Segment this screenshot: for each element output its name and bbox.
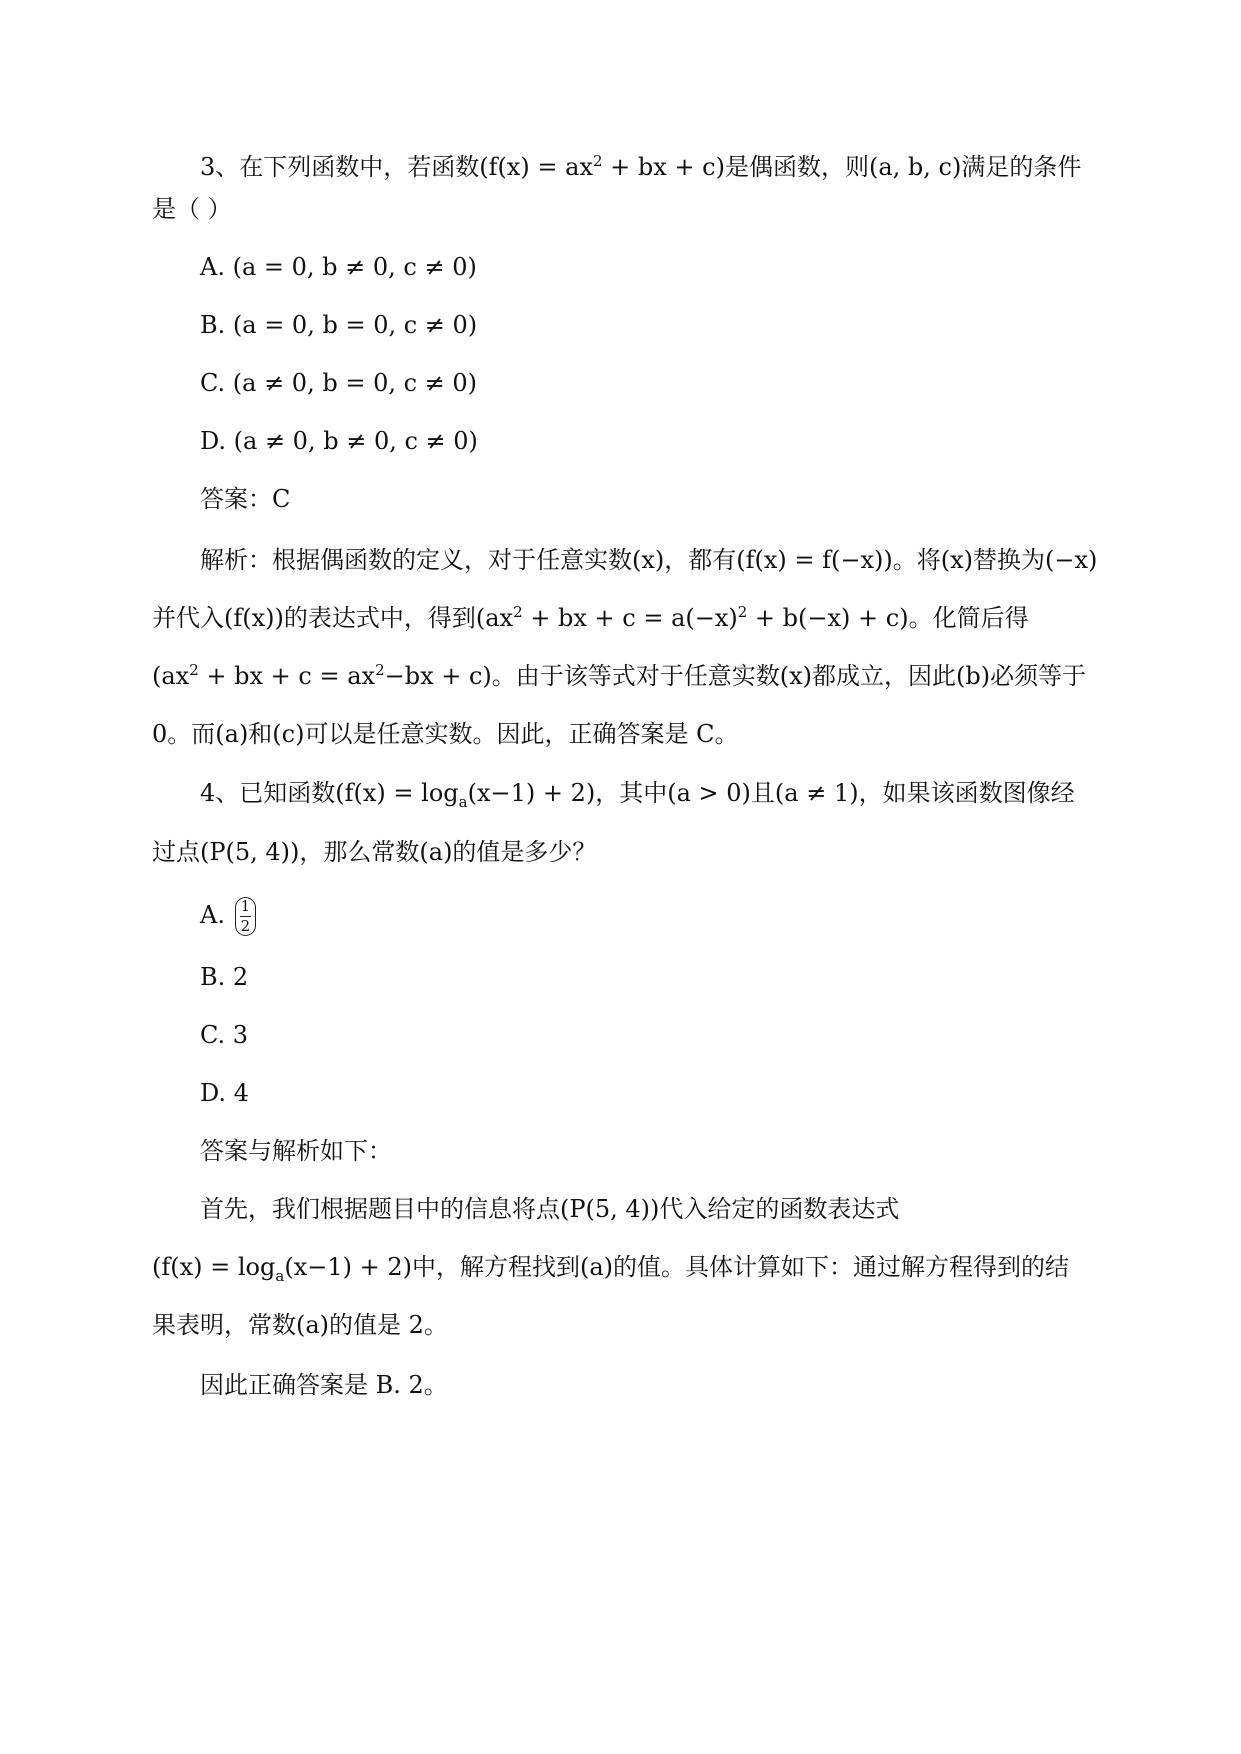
analysis-text: (x−1) + 2)中，解方程找到(a)的值。具体计算如下：通过解方程得到的结 [284, 1253, 1070, 1281]
analysis-text: (f(x) = log [152, 1253, 276, 1281]
superscript: 2 [189, 661, 199, 679]
q4-answer-heading: 答案与解析如下： [200, 1137, 392, 1165]
q4-stem-text: (x−1) + 2)，其中(a > 0)且(a ≠ 1)，如果该函数图像经 [467, 779, 1075, 807]
q3-stem-text: 3、在下列函数中，若函数(f(x) = ax [200, 153, 593, 181]
analysis-text: 并代入(f(x))的表达式中，得到(ax [152, 604, 514, 632]
q4-conclusion: 因此正确答案是 B. 2。 [200, 1371, 448, 1399]
analysis-text: (ax [152, 662, 190, 690]
q3-answer: 答案：C [200, 485, 291, 513]
q4-analysis-line-2 [152, 1250, 1069, 1284]
q3-stem-line-2: 是（ ） [152, 195, 232, 223]
q4-stem-line-2: 过点(P(5, 4))，那么常数(a)的值是多少？ [152, 838, 597, 866]
q3-option-d: D. (a ≠ 0, b ≠ 0, c ≠ 0) [200, 427, 478, 455]
q4-stem-line-1 [200, 776, 1075, 810]
superscript: 2 [737, 603, 748, 621]
superscript: 2 [375, 661, 385, 679]
q3-option-a: A. (a = 0, b ≠ 0, c ≠ 0) [200, 253, 477, 281]
analysis-text: + bx + c = ax [198, 662, 376, 690]
analysis-text: −bx + c)。由于该等式对于任意实数(x)都成立，因此(b)必须等于 [384, 662, 1087, 690]
q4-option-b: B. 2 [200, 963, 249, 991]
q3-analysis-line-4: 0。而(a)和(c)可以是任意实数。因此，正确答案是 C。 [152, 720, 739, 748]
subscript: a [275, 1267, 285, 1285]
fraction [235, 897, 257, 936]
superscript: 2 [593, 152, 603, 170]
q3-analysis-line-2 [152, 601, 1029, 635]
q3-analysis-line-3 [152, 659, 1086, 693]
fraction-denominator: 2 [240, 917, 251, 935]
q4-analysis-line-3: 果表明，常数(a)的值是 2。 [152, 1311, 448, 1339]
q4-option-d: D. 4 [200, 1079, 249, 1107]
q4-stem-text: 4、已知函数(f(x) = log [200, 779, 459, 807]
analysis-text: + bx + c = a(−x) [522, 604, 738, 632]
q4-analysis-line-1: 首先，我们根据题目中的信息将点(P(5, 4))代入给定的函数表达式 [200, 1195, 900, 1223]
fraction-numerator: 1 [240, 897, 251, 915]
q3-analysis-line-1: 解析：根据偶函数的定义，对于任意实数(x)，都有(f(x) = f(−x))。将(x)替换为(−x) [200, 546, 1098, 574]
q3-option-c: C. (a ≠ 0, b = 0, c ≠ 0) [200, 369, 478, 397]
option-label: A. [200, 901, 233, 929]
subscript: a [458, 793, 468, 811]
q3-stem-text: + bx + c)是偶函数，则(a, b, c)满足的条件 [602, 153, 1082, 181]
q4-option-c: C. 3 [200, 1021, 249, 1049]
q4-option-a [200, 897, 256, 936]
superscript: 2 [513, 603, 523, 621]
q3-stem-line-1 [200, 150, 1081, 184]
analysis-text: + b(−x) + c)。化简后得 [747, 604, 1029, 632]
q3-option-b: B. (a = 0, b = 0, c ≠ 0) [200, 311, 478, 339]
